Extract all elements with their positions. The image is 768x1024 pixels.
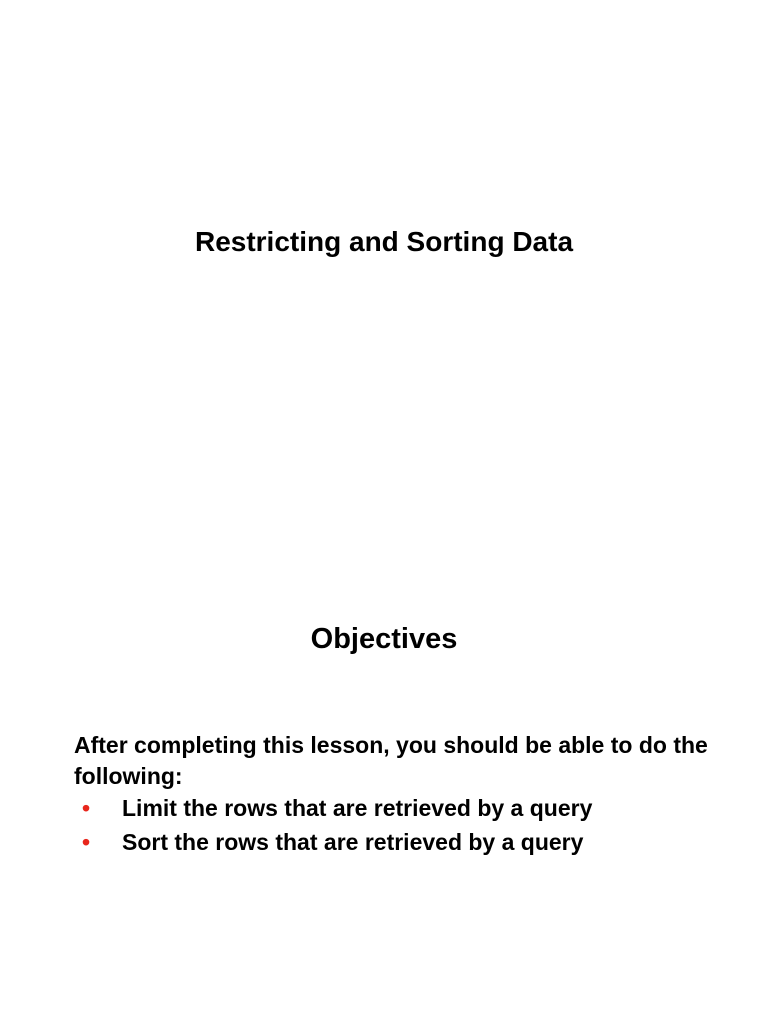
objectives-slide (0, 512, 768, 1024)
list-item-text: Limit the rows that are retrieved by a query (122, 795, 593, 821)
objectives-intro: After completing this lesson, you should be able to do the following: (74, 732, 708, 789)
list-item-text: Sort the rows that are retrieved by a query (122, 829, 584, 855)
objectives-heading: Objectives (310, 623, 458, 655)
list-item (74, 825, 714, 859)
bullet-icon: • (82, 795, 91, 821)
slide-title: Restricting and Sorting Data (194, 226, 574, 257)
objectives-list (74, 791, 714, 859)
list-item (74, 791, 714, 825)
bullet-icon: • (82, 829, 91, 855)
